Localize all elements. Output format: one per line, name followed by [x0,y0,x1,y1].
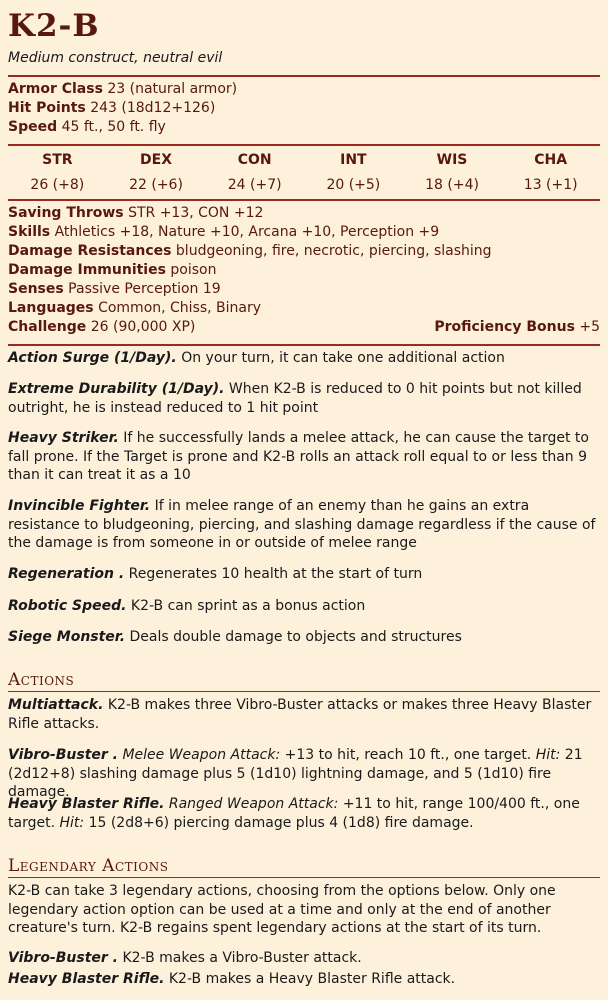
hit-label: Hit: [535,747,561,763]
legendary-option-heavy-blaster-rifle [8,970,600,989]
skills-label: Skills [8,224,51,240]
legendary-actions-heading: Legendary Actions [8,855,600,878]
trait-text: Deals double damage to objects and structures [129,629,462,645]
trait-name: Extreme Durability (1/Day). [8,381,225,397]
damage-resistances [8,242,600,261]
ability-score: 26 (+8) [30,177,85,193]
hit-label: Hit: [59,814,85,831]
senses-label: Senses [8,281,64,297]
damage-resistances-label: Damage Resistances [8,243,172,259]
legendary-option-text: K2-B makes a Vibro-Buster attack. [122,950,362,966]
ability-key: STR [42,152,73,168]
attack-to-hit: +13 to hit, reach 10 ft., one target. [284,747,532,763]
saving-throws [8,204,600,223]
trait-action-surge [8,349,600,368]
languages [8,299,600,318]
trait-text: On your turn, it can take one additional action [181,350,505,366]
ability-str [8,151,107,195]
trait-robotic-speed [8,597,600,616]
ability-scores [8,151,600,195]
speed-value: 45 ft., 50 ft. fly [61,119,166,135]
action-heavy-blaster-rifle [8,795,600,832]
trait-siege-monster [8,628,600,647]
legendary-option-vibro-buster [8,949,600,968]
trait-text: K2-B can sprint as a bonus action [130,598,366,614]
senses-value: Passive Perception 19 [68,281,221,297]
ability-dex [107,151,206,195]
challenge-label: Challenge [8,319,87,335]
trait-regeneration [8,565,600,584]
senses [8,280,600,299]
legendary-option-text: K2-B makes a Heavy Blaster Rifle attack. [168,971,456,987]
monster-subtitle: Medium construct, neutral evil [8,50,223,66]
actions-heading: Actions [8,669,600,692]
saving-throws-label: Saving Throws [8,205,124,221]
ability-score: 22 (+6) [129,177,183,193]
damage-immunities-value: poison [170,262,217,278]
speed-label: Speed [8,119,58,135]
trait-text: If in melee range of an enemy than he gains an extra resistance to bludgeoning, piercing, and slashing damage regardless if the cause of the damage is from someone in or outside of melee range [8,498,596,552]
trait-name: Heavy Striker. [8,430,119,446]
ability-key: CON [237,152,272,168]
hit-points-label: Hit Points [8,100,86,116]
ability-key: DEX [140,152,172,168]
damage-immunities-label: Damage Immunities [8,262,166,278]
ability-key: INT [340,152,367,168]
divider [8,199,600,201]
trait-extreme-durability [8,380,600,417]
trait-name: Siege Monster. [8,629,126,645]
ability-score: 13 (+1) [523,177,578,193]
action-name: Heavy Blaster Rifle. [8,796,165,812]
challenge-value: 26 (90,000 XP) [90,319,196,335]
ability-cha [501,151,600,195]
divider [8,144,600,146]
divider [8,75,600,77]
proficiency-bonus-value: +5 [579,319,600,335]
action-vibro-buster [8,746,600,802]
legendary-intro: K2-B can take 3 legendary actions, choosing from the options below. Only one legendary action option can be used at a time and only at the end of another creature's turn. K2-B regains spent legendary actions at the start of its turn. [8,883,556,937]
trait-text: When K2-B is reduced to 0 hit points but not killed outright, he is instead reduced to 1 hit point [8,381,582,416]
damage-immunities [8,261,600,280]
attack-type: Ranged Weapon Attack: [168,796,339,812]
trait-name: Regeneration . [8,566,125,582]
attack-damage: 15 (2d8+6) piercing damage plus 4 (1d8) fire damage. [88,814,474,831]
attack-damage: 21 (2d12+8) slashing damage plus 5 (1d10) lightning damage, and 5 (1d10) fire damage. [8,747,583,801]
speed [8,118,600,137]
hit-points [8,99,600,118]
proficiency-bonus-label: Proficiency Bonus [434,319,575,335]
skills [8,223,600,242]
action-text: K2-B makes three Vibro-Buster attacks or makes three Heavy Blaster Rifle attacks. [8,697,592,732]
skills-value: Athletics +18, Nature +10, Arcana +10, Perception +9 [54,224,440,240]
proficiency-bonus [434,319,600,335]
armor-class-label: Armor Class [8,81,103,97]
trait-text: If he successfully lands a melee attack, he can cause the target to fall prone. If the Target is prone and K2-B rolls an attack roll equal to or less than 9 than it can treat it as a 10 [8,430,589,484]
trait-name: Invincible Fighter. [8,498,151,514]
ability-score: 24 (+7) [227,177,282,193]
trait-heavy-striker [8,429,600,485]
attack-to-hit: +11 to hit, range 100/400 ft., one target. [8,796,580,831]
trait-invincible-fighter [8,497,600,553]
legendary-option-name: Heavy Blaster Rifle. [8,971,165,987]
action-multiattack [8,696,600,733]
action-name: Multiattack. [8,697,104,713]
languages-label: Languages [8,300,94,316]
ability-key: CHA [534,152,568,168]
armor-class-value: 23 (natural armor) [107,81,238,97]
monster-name: K2-B [8,8,100,44]
legendary-option-name: Vibro-Buster . [8,950,118,966]
ability-int [304,151,403,195]
trait-name: Action Surge (1/Day). [8,350,177,366]
trait-text: Regenerates 10 health at the start of turn [128,566,423,582]
ability-score: 20 (+5) [326,177,381,193]
divider [8,344,600,346]
ability-score: 18 (+4) [425,177,479,193]
saving-throws-value: STR +13, CON +12 [128,205,264,221]
attack-type: Melee Weapon Attack: [122,747,281,763]
ability-con [205,151,304,195]
trait-name: Robotic Speed. [8,598,127,614]
damage-resistances-value: bludgeoning, fire, necrotic, piercing, slashing [175,243,492,259]
languages-value: Common, Chiss, Binary [98,300,262,316]
ability-key: WIS [436,152,468,168]
hit-points-value: 243 (18d12+126) [90,100,216,116]
action-name: Vibro-Buster . [8,747,118,763]
ability-wis [403,151,502,195]
armor-class [8,80,600,99]
